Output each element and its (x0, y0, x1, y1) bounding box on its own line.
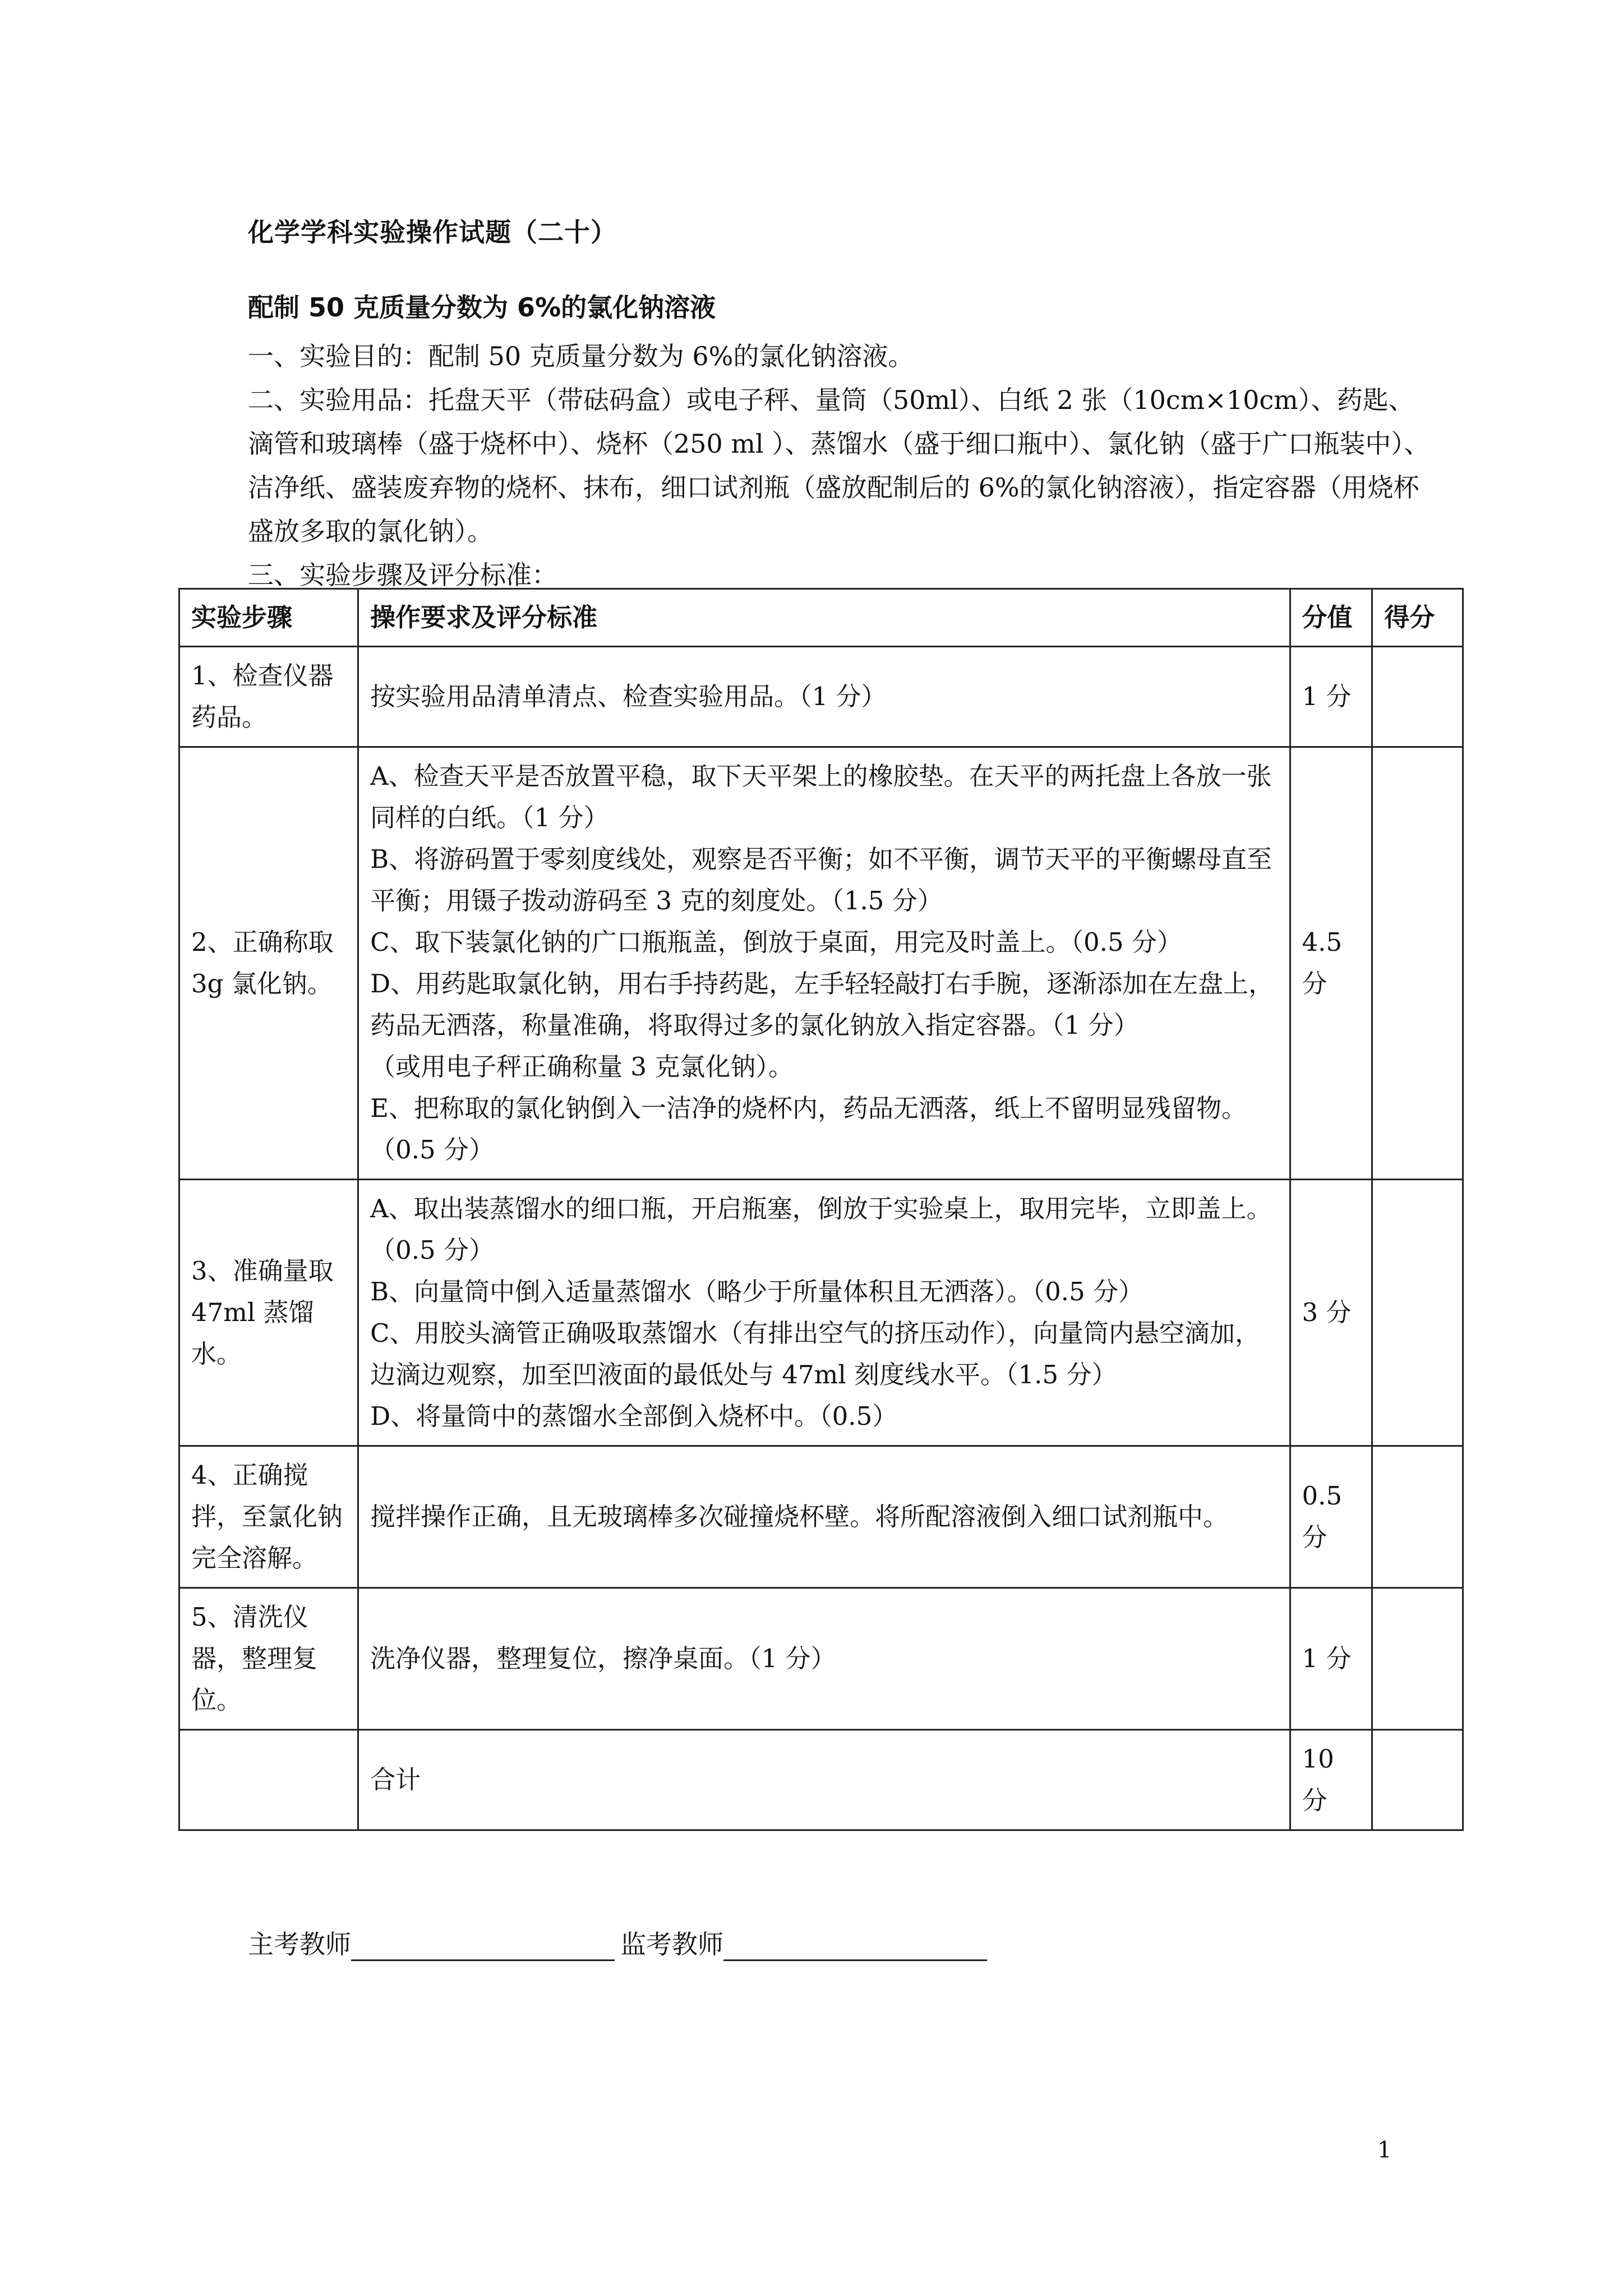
points-cell: 1 分 (1290, 1588, 1372, 1730)
doc-subtitle: 配制 50 克质量分数为 6%的氯化钠溶液 (248, 292, 716, 323)
table-row (179, 1446, 1463, 1588)
earned-cell (1372, 747, 1463, 1180)
table-row (179, 747, 1463, 1180)
intro-section (248, 334, 1431, 597)
earned-cell (1372, 1446, 1463, 1588)
step-cell: 2、正确称取 3g 氯化钠。 (179, 747, 358, 1180)
requirement-line: D、用药匙取氯化钠，用右手持药匙，左手轻轻敲打右手腕，逐渐添加在左盘上，药品无洒落，称量准确，将取得过多的氯化钠放入指定容器。（1 分） (370, 969, 1274, 1040)
requirement-line: A、检查天平是否放置平稳，取下天平架上的橡胶垫。在天平的两托盘上各放一张同样的白纸。（1 分） (370, 761, 1272, 832)
page-number: 1 (1377, 2137, 1392, 2163)
earned-cell (1372, 1730, 1463, 1830)
requirement-line: A、取出装蒸馏水的细口瓶，开启瓶塞，倒放于实验桌上，取用完毕，立即盖上。（0.5 分） (370, 1194, 1272, 1265)
points-cell: 0.5 分 (1290, 1446, 1372, 1588)
earned-cell (1372, 1588, 1463, 1730)
requirement-cell (358, 1180, 1290, 1446)
total-points-cell: 10 分 (1290, 1730, 1372, 1830)
step-cell: 3、准确量取 47ml 蒸馏水。 (179, 1180, 358, 1446)
intro-steps-heading: 三、实验步骤及评分标准： (248, 560, 557, 590)
requirement-line: C、取下装氯化钠的广口瓶瓶盖，倒放于桌面，用完及时盖上。（0.5 分） (370, 927, 1182, 957)
earned-cell (1372, 1180, 1463, 1446)
doc-title: 化学学科实验操作试题（二十） (248, 217, 617, 247)
total-label-cell (358, 1730, 1290, 1830)
earned-cell (1372, 647, 1463, 747)
table-row (179, 647, 1463, 747)
requirement-cell (358, 1446, 1290, 1588)
examiner-signature-field[interactable] (351, 1935, 615, 1961)
header-requirements: 操作要求及评分标准 (358, 589, 1290, 647)
step-cell: 5、清洗仪器，整理复位。 (179, 1588, 358, 1730)
intro-materials: 二、实验用品：托盘天平（带砝码盒）或电子秤、量筒（50ml）、白纸 2 张（10cm×10cm）、药匙、滴管和玻璃棒（盛于烧杯中）、烧杯（250 ml ）、蒸馏水（盛于细口瓶中）、氯化钠（盛于广口瓶装中）、洁净纸、盛装废弃物的烧杯、抹布，细口试剂瓶（盛放配制后的 6%的氯化钠溶液），指定容器（用烧杯盛放多取的氯化钠）。 (248, 385, 1430, 546)
requirement-line: 搅拌操作正确，且无玻璃棒多次碰撞烧杯壁。将所配溶液倒入细口试剂瓶中。 (370, 1502, 1229, 1531)
table-row (179, 1180, 1463, 1446)
points-cell: 3 分 (1290, 1180, 1372, 1446)
requirement-line: 洗净仪器，整理复位，擦净桌面。（1 分） (370, 1644, 836, 1673)
points-cell: 1 分 (1290, 647, 1372, 747)
step-cell: 4、正确搅拌，至氯化钠完全溶解。 (179, 1446, 358, 1588)
requirement-cell (358, 747, 1290, 1180)
proctor-label: 监考教师 (620, 1929, 723, 1959)
header-earned: 得分 (1372, 589, 1463, 647)
scoring-table (178, 588, 1464, 1831)
requirement-line: B、向量筒中倒入适量蒸馏水（略少于所量体积且无洒落）。（0.5 分） (370, 1277, 1144, 1306)
requirement-line: 按实验用品清单清点、检查实验用品。（1 分） (370, 682, 887, 711)
requirement-line: C、用胶头滴管正确吸取蒸馏水（有排出空气的挤压动作），向量筒内悬空滴加，边滴边观察，加至凹液面的最低处与 47ml 刻度线水平。（1.5 分） (370, 1318, 1261, 1389)
requirement-line: E、把称取的氯化钠倒入一洁净的烧杯内，药品无洒落，纸上不留明显残留物。（0.5 分） (370, 1093, 1247, 1165)
header-step: 实验步骤 (179, 589, 358, 647)
total-label: 合计 (370, 1765, 421, 1795)
step-cell: 1、检查仪器药品。 (179, 647, 358, 747)
signature-line (248, 1924, 993, 1961)
requirement-line: （或用电子秤正确称量 3 克氯化钠）。 (370, 1052, 794, 1082)
header-points: 分值 (1290, 589, 1372, 647)
points-cell: 4.5 分 (1290, 747, 1372, 1180)
requirement-cell (358, 1588, 1290, 1730)
requirement-line: D、将量筒中的蒸馏水全部倒入烧杯中。（0.5） (370, 1401, 898, 1431)
step-cell (179, 1730, 358, 1830)
requirement-line: B、将游码置于零刻度线处，观察是否平衡；如不平衡，调节天平的平衡螺母直至平衡；用镊子拨动游码至 3 克的刻度处。（1.5 分） (370, 844, 1272, 915)
proctor-signature-field[interactable] (723, 1935, 987, 1961)
requirement-cell (358, 647, 1290, 747)
examiner-label: 主考教师 (248, 1929, 351, 1959)
table-row-total (179, 1730, 1463, 1830)
table-header-row (179, 589, 1463, 647)
intro-purpose: 一、实验目的：配制 50 克质量分数为 6%的氯化钠溶液。 (248, 341, 914, 371)
table-row (179, 1588, 1463, 1730)
